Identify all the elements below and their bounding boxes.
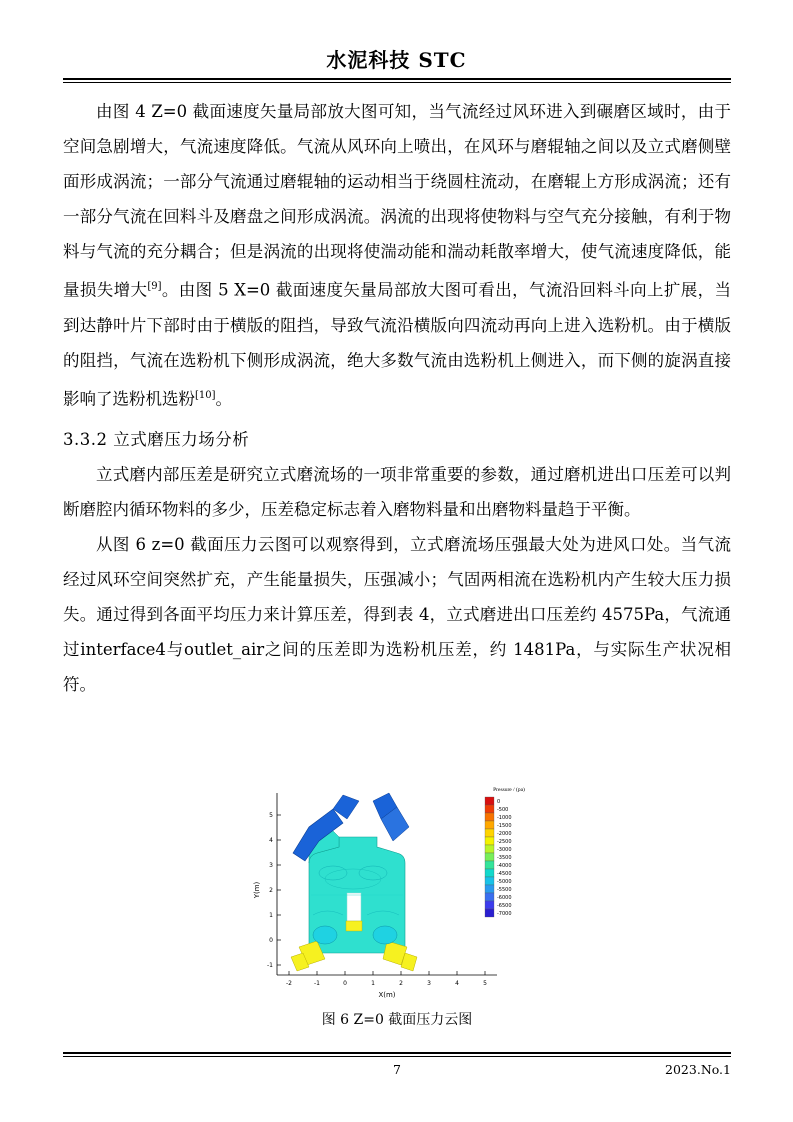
paragraph-pressure-intro: 立式磨内部压差是研究立式磨流场的一项非常重要的参数，通过磨机进出口压差可以判断磨腔内循环物料的多少，压差稳定标志着入磨物料量和出磨物料量趋于平衡。 <box>63 465 731 519</box>
legend-label-2: -1000 <box>497 815 512 821</box>
header-divider-thick <box>63 78 731 80</box>
legend-label-10: -5000 <box>497 879 512 885</box>
citation-10: [10] <box>195 389 216 401</box>
legend-label-13: -6500 <box>497 903 512 909</box>
y-tick-1: 0 <box>269 937 273 944</box>
document-content <box>63 94 731 702</box>
legend-label-12: -6000 <box>497 895 512 901</box>
footer-divider-thick <box>63 1052 731 1054</box>
legend-label-1: -500 <box>497 807 509 813</box>
paragraph-1-continued: 。由图 5 X=0 截面速度矢量局部放大图可看出，气流沿回料斗向上扩展，当到达静叶片下部时由于横版的阻挡，导致气流沿横版向四流动再向上进入选粉机。由于横版的阻挡，气流在选粉机下侧形成涡流，绝大多数气流由选粉机上侧进入，而下侧的旋涡直接影响了选粉机选粉 <box>63 280 732 408</box>
x-axis-label: X(m) <box>378 991 396 999</box>
figure-caption: 图 6 Z=0 截面压力云图 <box>321 1012 473 1028</box>
paragraph-1-text: 由图 4 Z=0 截面速度矢量局部放大图可知，当气流经过风环进入到碾磨区域时，由于空间急剧增大，气流速度降低。气流从风环向上喷出，在风环与磨辊轴之间以及立式磨侧壁面形成涡流；一部分气流通过磨辊轴的运动相当于绕圆柱流动，在磨辊上方形成涡流；还有一部分气流在回料斗及磨盘之间形成涡流。涡流的出现将使物料与空气充分接触，有利于物料与气流的充分耦合；但是涡流的出现将使湍动能和湍动耗散率增大，使气流速度降低，能量损失增大 <box>63 102 731 300</box>
citation-9: [9] <box>147 281 162 292</box>
pressure-contour-svg <box>247 775 547 1003</box>
y-tick-0: -1 <box>267 962 273 969</box>
legend-title: Pressure / (pa) <box>493 787 525 793</box>
y-tick-6: 5 <box>269 812 273 819</box>
legend-label-5: -2500 <box>497 839 512 845</box>
legend-label-4: -2000 <box>497 831 512 837</box>
section-heading-3-3-2: 3.3.2 立式磨压力场分析 <box>63 430 250 449</box>
paragraph-pressure-results: 从图 6 z=0 截面压力云图可以观察得到，立式磨流场压强最大处为进风口处。当气流经过风环空间突然扩充，产生能量损失，压强减小；气固两相流在选粉机内产生较大压力损失。通过得到各面平均压力来计算压差，得到表 4，立式磨进出口压差约 4575Pa，气流通过interface4与outlet_air之间的压差即为选粉机压差，约 1481Pa，与实际生产状况相符。 <box>63 535 731 694</box>
x-tick-5: 3 <box>427 980 431 987</box>
x-tick-7: 5 <box>483 980 487 987</box>
page-header <box>0 44 793 73</box>
x-tick-1: -1 <box>314 980 320 987</box>
y-tick-3: 2 <box>269 887 273 894</box>
x-tick-2: 0 <box>343 980 347 987</box>
legend-label-3: -1500 <box>497 823 512 829</box>
legend-label-7: -3500 <box>497 855 512 861</box>
legend-label-8: -4000 <box>497 863 512 869</box>
legend-label-9: -4500 <box>497 871 512 877</box>
x-tick-6: 4 <box>455 980 459 987</box>
y-tick-2: 1 <box>269 912 273 919</box>
y-tick-5: 4 <box>269 837 273 844</box>
paragraph-velocity-analysis <box>63 94 731 416</box>
legend-label-0: 0 <box>497 799 501 805</box>
header-divider-thin <box>63 82 731 83</box>
legend-label-14: -7000 <box>497 911 512 917</box>
legend-label-11: -5500 <box>497 887 512 893</box>
x-tick-3: 1 <box>371 980 375 987</box>
y-tick-4: 3 <box>269 862 273 869</box>
footer-divider-thin <box>63 1056 731 1057</box>
page-number: 7 <box>393 1062 401 1077</box>
issue-label: 2023.No.1 <box>665 1062 731 1077</box>
paragraph-1-end: 。 <box>215 389 233 408</box>
x-tick-0: -2 <box>286 980 292 987</box>
legend-label-6: -3000 <box>497 847 512 853</box>
x-tick-4: 2 <box>399 980 403 987</box>
legend-swatches <box>485 797 494 917</box>
journal-title: 水泥科技 STC <box>326 48 467 72</box>
figure-block <box>63 775 731 1029</box>
figure-6-pressure-contour <box>247 775 547 1003</box>
y-axis-label: Y(m) <box>253 881 261 899</box>
